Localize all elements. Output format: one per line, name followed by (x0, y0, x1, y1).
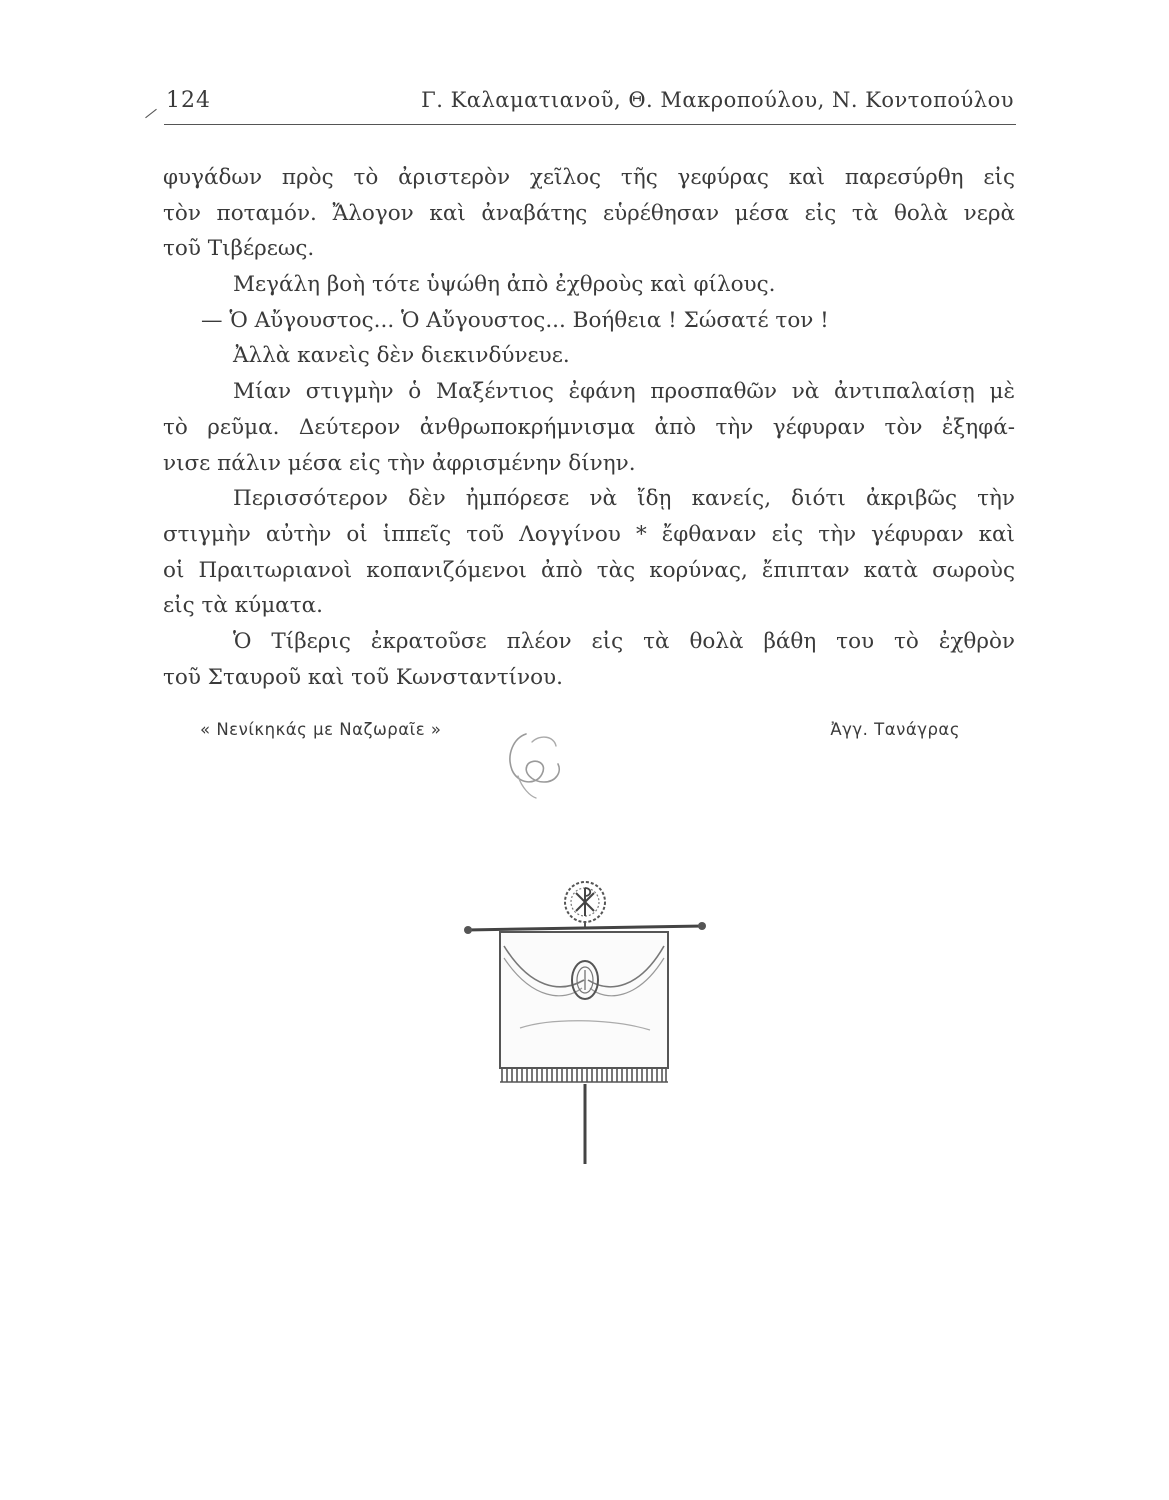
text-line: τὸ ρεῦμα. Δεύτερον ἀνθρωποκρήμνισμα ἀπὸ τὴν γέφυραν τὸν ἐξηφά- (163, 414, 1015, 440)
text-line: Μίαν στιγμὴν ὁ Μαξέντιος ἐφάνη προσπαθῶν νὰ ἀντιπαλαίσῃ μὲ (233, 379, 1015, 405)
text-line: Περισσότερον δὲν ἠμπόρεσε νὰ ἴδῃ κανείς, διότι ἀκριβῶς τὴν (233, 486, 1015, 512)
text-line: φυγάδων πρὸς τὸ ἀριστερὸν χεῖλος τῆς γεφύρας καὶ παρεσύρθη εἰς (163, 165, 1015, 190)
text-line: Μεγάλη βοὴ τότε ὑψώθη ἀπὸ ἐχθροὺς καὶ φίλους. (233, 272, 776, 298)
text-line: στιγμὴν αὐτὴν οἱ ἱππεῖς τοῦ Λογγίνου * ἔφθαναν εἰς τὴν γέφυραν καὶ (163, 521, 1015, 547)
text-line: οἱ Πραιτωριανοὶ κοπανιζόμενοι ἀπὸ τὰς κορύνας, ἔπιπταν κατὰ σωροὺς (163, 557, 1015, 583)
dialogue-line: — Ὁ Αὔγουστος... Ὁ Αὔγουστος... Βοήθεια ! Σώσατέ τον ! (201, 307, 829, 333)
handwritten-mark-icon (496, 724, 568, 802)
attribution (200, 720, 970, 750)
text-line: Ὁ Τίβερις ἐκρατοῦσε πλέον εἰς τὰ θολὰ βάθη του τὸ ἐχθρὸν (233, 628, 1015, 654)
page-number: 124 (166, 88, 211, 113)
text-line: τοῦ Σταυροῦ καὶ τοῦ Κωνσταντίνου. (163, 664, 563, 690)
text-line: νισε πάλιν μέσα εἰς τὴν ἀφρισμένην δίνην. (163, 450, 636, 476)
text-line: τοῦ Τιβέρεως. (163, 236, 315, 262)
source-title: « Νενίκηκάς με Ναζωραῖε » (200, 720, 442, 739)
author-name: Ἀγγ. Τανάγρας (830, 720, 960, 739)
text-line: εἰς τὰ κύματα. (163, 593, 323, 619)
wreath-icon (565, 882, 605, 928)
body-text (163, 160, 1015, 695)
text-line: Ἀλλὰ κανεὶς δὲν διεκινδύνευε. (233, 343, 570, 369)
labarum-banner-icon (460, 868, 710, 1168)
page-header (150, 84, 1018, 114)
running-head: Γ. Καλαματιανοῦ, Θ. Μακροπούλου, Ν. Κοντοπούλου (421, 88, 1014, 112)
header-rule (164, 124, 1016, 125)
text-line: τὸν ποταμόν. Ἄλογον καὶ ἀναβάτης εὑρέθησαν μέσα εἰς τὰ θολὰ νερὰ (163, 200, 1015, 226)
